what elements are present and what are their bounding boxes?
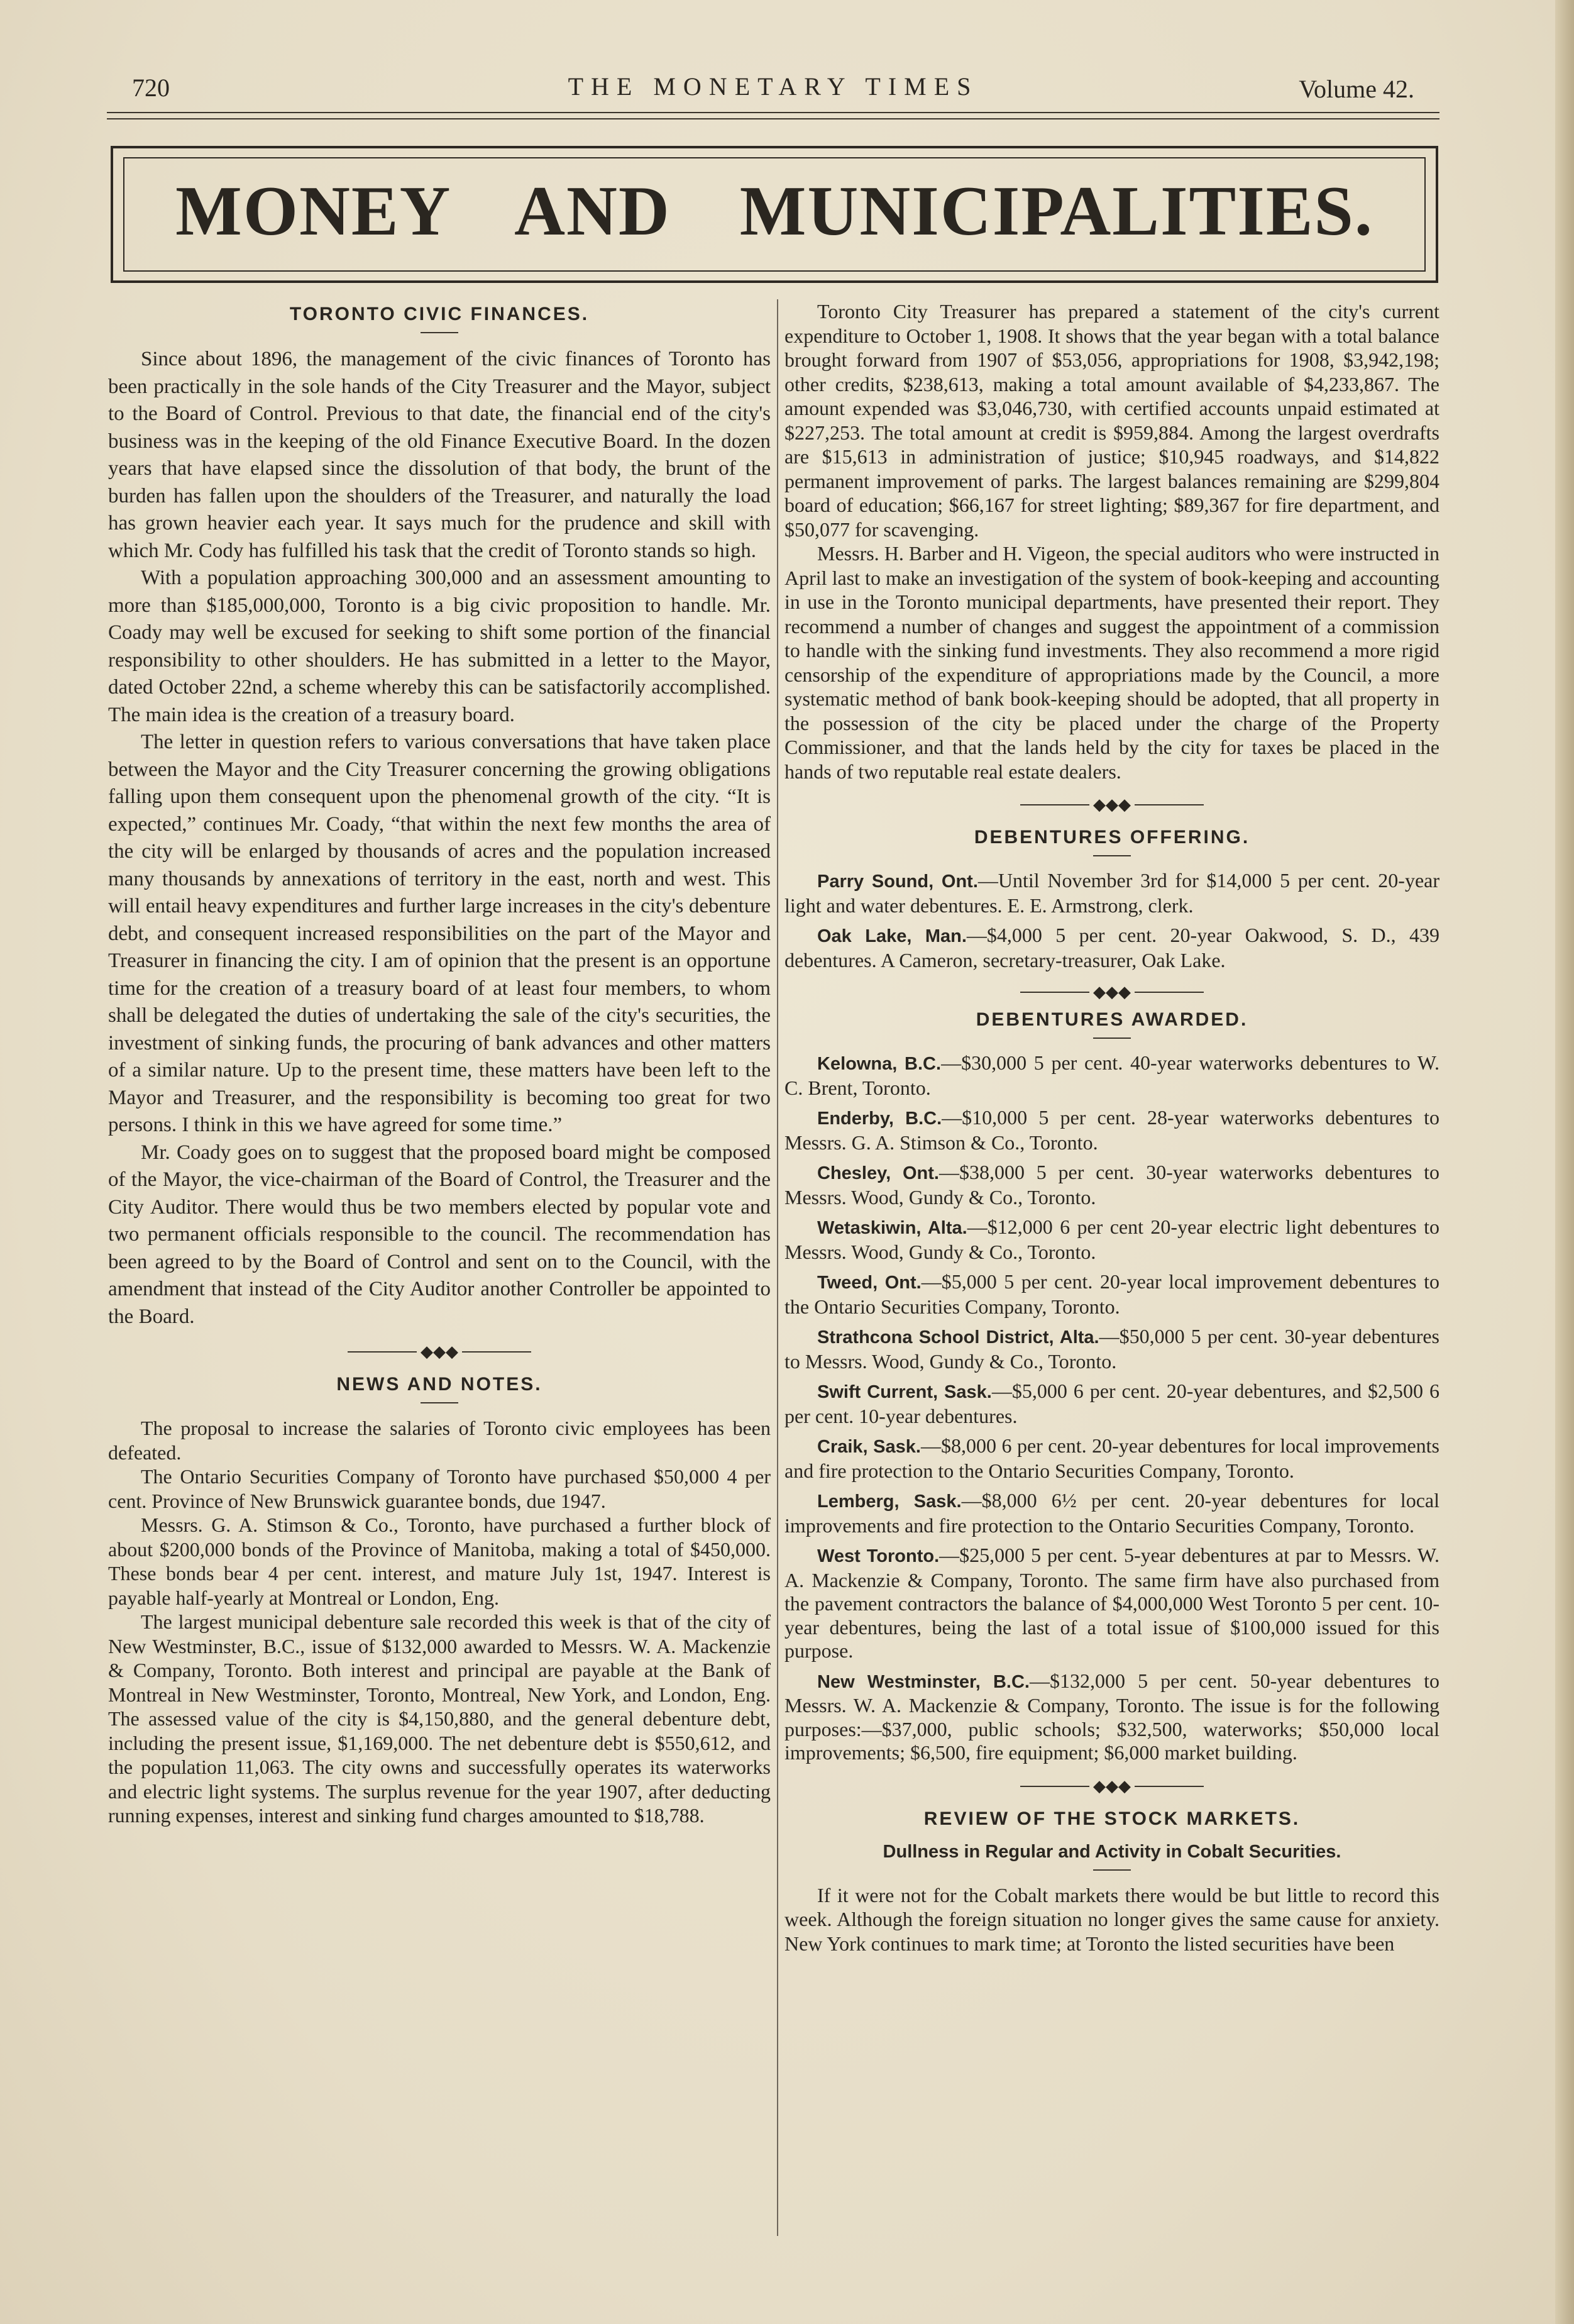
entry-text: —$50,000 5 per cent. 30-year debentures to Messrs. Wood, Gundy & Co., Toronto. [784,1325,1440,1373]
debenture-entry [784,1161,1439,1209]
news-paragraph: The largest municipal debenture sale recorded this week is that of the city of New Westminster, B.C., issue of $132,000 awarded to Messrs. W. A. Mackenzie & Company, Toronto. Both interest and principal are payable at the Bank of Montreal in New Westminster, Toronto, Montreal, New York, and London, Eng. The assessed value of the city is $4,150,880, and the general debenture debt, including the present issue, $1,169,000. The net debenture debt is $550,612, and the population 11,063. The city owns and successfully operates its waterworks and electric light systems. The surplus revenue for the year 1907, after deducting running expenses, interest and sinking fund charges amounted to $18,788. [108,1610,771,1827]
column-divider [777,299,778,2236]
entry-place: Oak Lake, Man. [817,926,967,947]
debenture-entry [784,1215,1439,1264]
debenture-entry [784,1434,1439,1483]
short-rule [1093,1038,1131,1039]
entry-text: —$8,000 6½ per cent. 20-year debentures for local improvements and fire protection to the Ontario Securities Company, Toronto. [784,1489,1439,1537]
short-rule [421,1402,458,1403]
news-paragraph: The Ontario Securities Company of Toronto have purchased $50,000 4 per cent. Province of New Brunswick guarantee bonds, due 1947. [108,1465,771,1512]
page-title: MONEY AND MUNICIPALITIES. [175,172,1373,250]
section-heading-news: NEWS AND NOTES. [336,1374,542,1395]
article-paragraph: The letter in question refers to various conversations that have taken place between the Mayor and the City Treasurer concerning the growing obligations falling upon them consequent upon the phenomenal growth of the city. “It is expected,” continues Mr. Coady, “that within the next few months the area of the city will be enlarged by thousands of acres and the population increased many thousands by annexations of territory in the east, north and west. This will entail heavy expenditures and further large increases in the city's debenture debt, and consequent increased responsibilities on the part of the Mayor and Treasurer in financing the city. I am of opinion that the present is an opportune time for the creation of a treasury board of at least four members, to whom shall be delegated the duties of undertaking the sale of the city's securities, the investment of sinking funds, the procuring of bank advances and other matters of a similar nature. Up to the present time, these matters have been left to the Mayor and Treasurer, and the responsibility is becoming too great for two persons. I think in this we have agreed for some time.” [108,731,771,1136]
entry-place: New Westminster, B.C. [817,1671,1030,1692]
article-paragraph: Messrs. H. Barber and H. Vigeon, the special auditors who were instructed in April last to make an investigation of the system of book-keeping and accounting in use in the Toronto municipal departments, have presented their report. They recommend a number of changes and suggest the appointment of a commission to handle with the sinking fund investments. They also recommend a more rigid censorship of the expenditure of appropriations made by the Council, a more systematic method of bank book-keeping should be adopted, that all property in the possession of the city be placed under the charge of the Property Commissioner, and that the lands held by the city for taxes be placed in the hands of two reputable real estate dealers. [784,542,1439,783]
debenture-entry [784,1325,1439,1373]
section-heading-awarded: DEBENTURES AWARDED. [976,1009,1248,1031]
entry-text: —$5,000 6 per cent. 20-year debentures, and $2,500 6 per cent. 10-year debentures. [784,1380,1439,1427]
entry-place: West Toronto. [817,1546,940,1567]
article-paragraph: With a population approaching 300,000 and an assessment amounting to more than $185,000,000, Toronto is a big civic proposition to handle. Mr. Coady may well be excused for seeking to shift some portion of the financial responsibility to other shoulders. He has submitted in a letter to the Mayor, dated October 22nd, a scheme whereby this can be satisfactorily accomplished. The main idea is the creation of a treasury board. [108,567,771,726]
entry-text: —$10,000 5 per cent. 28-year waterworks debentures to Messrs. G. A. Stimson & Co., Toronto. [784,1106,1440,1154]
entry-text: —$38,000 5 per cent. 30-year waterworks debentures to Messrs. Wood, Gundy & Co., Toronto. [784,1161,1439,1209]
short-rule [1093,855,1131,856]
section-heading-offering: DEBENTURES OFFERING. [974,827,1250,848]
section-heading-civic-finances: TORONTO CIVIC FINANCES. [289,304,590,324]
entry-place: Parry Sound, Ont. [817,872,978,892]
left-column [108,299,771,1828]
entry-text: —$132,000 5 per cent. 50-year debentures to Messrs. W. A. Mackenzie & Company, Toronto. The issue is for the following purposes:—$37,000, public schools; $32,500, waterworks; $50,000 local improvements; $6,500, fire equipment; $6,000 market building. [784,1669,1440,1764]
entry-place: Kelowna, B.C. [817,1054,942,1075]
page-number: 720 [132,74,170,102]
debenture-entry [784,1051,1439,1100]
page-header [107,69,1439,113]
entry-text: —$30,000 5 per cent. 40-year waterworks debentures to W. C. Brent, Toronto. [784,1051,1440,1099]
debenture-entry [784,924,1439,972]
section-subheading: Dullness in Regular and Activity in Cobalt Securities. [883,1841,1341,1862]
entry-text: —Until November 3rd for $14,000 5 per cent. 20-year light and water debentures. E. E. Armstrong, clerk. [784,869,1440,917]
debenture-entry [784,1270,1439,1319]
title-banner [111,146,1438,283]
article-paragraph: Since about 1896, the management of the civic finances of Toronto has been practically in the sole hands of the City Treasurer and the Mayor, subject to the Board of Control. Previous to that date, the financial end of the city's business was in the keeping of the old Finance Executive Board. In the dozen years that have elapsed since the dissolution of that body, the brunt of the burden has fallen upon the shoulders of the Treasurer, and naturally the load has grown heavier each year. It says much for the prudence and skill with which Mr. Cody has fulfilled his task that the credit of Toronto stands so high. [108,348,771,562]
right-column [784,299,1439,1956]
article-paragraph: Toronto City Treasurer has prepared a statement of the city's current expenditure to October 1, 1908. It shows that the year began with a total balance brought forward from 1907 of $53,056, appropriations for 1908, $3,942,198; other credits, $238,613, making a total amount available of $4,233,867. The amount expended was $3,046,730, with certified accounts unpaid estimated at $227,253. The total amount at credit is $959,884. Among the largest overdrafts are $15,613 in administration of justice; $10,945 roadways, and $14,822 permanent improvement of parks. The largest balances remaining are $299,804 board of education; $66,167 for street lighting; $89,367 for fire department, and $50,077 for scavenging. [784,300,1439,541]
ornament-divider: ◆◆◆ [108,1338,771,1364]
ornament-divider: ◆◆◆ [784,791,1439,817]
debenture-entry [784,1544,1439,1663]
entry-place: Lemberg, Sask. [817,1491,962,1512]
entry-text: —$25,000 5 per cent. 5-year debentures at par to Messrs. W. A. Mackenzie & Company, Toronto. The same firm have also purchased from the pavement contractors the balance of $4,000,000 West Toronto 5 per cent. 10-year debentures, being the last of a total issue of $100,000 issued for this purpose. [784,1544,1439,1663]
header-rule [107,112,1439,113]
short-rule [421,332,458,333]
debenture-entry [784,869,1439,917]
entry-text: —$12,000 6 per cent 20-year electric light debentures to Messrs. Wood, Gundy & Co., Toronto. [784,1215,1439,1263]
page-edge [1555,0,1574,2324]
debenture-entry [784,1489,1439,1537]
news-paragraph: The proposal to increase the salaries of Toronto civic employees has been defeated. [108,1417,771,1464]
masthead: THE MONETARY TIMES [568,72,979,101]
debenture-entry [784,1669,1439,1765]
entry-text: —$8,000 6 per cent. 20-year debentures for local improvements and fire protection to the Ontario Securities Company, Toronto. [784,1434,1440,1482]
debenture-entry [784,1380,1439,1428]
entry-place: Wetaskiwin, Alta. [817,1218,967,1239]
ornament-divider: ◆◆◆ [784,1773,1439,1799]
volume-label: Volume 42. [1299,75,1414,103]
ornament-divider: ◆◆◆ [784,978,1439,1005]
debenture-entry [784,1106,1439,1154]
entry-place: Swift Current, Sask. [817,1382,992,1403]
short-rule [1093,1869,1131,1871]
article-paragraph: If it were not for the Cobalt markets there would be but little to record this week. Although the foreign situation no longer gives the same cause for anxiety. New York continues to mark time; at Toronto the listed securities have been [784,1883,1439,1955]
entry-place: Tweed, Ont. [817,1273,922,1293]
section-heading-stock-review: REVIEW OF THE STOCK MARKETS. [923,1808,1301,1829]
entry-text: —$5,000 5 per cent. 20-year local improvement debentures to the Ontario Securities Company, Toronto. [784,1270,1439,1318]
entry-text: —$4,000 5 per cent. 20-year Oakwood, S. D., 439 debentures. A Cameron, secretary-treasurer, Oak Lake. [784,924,1439,971]
entry-place: Craik, Sask. [817,1437,921,1458]
entry-place: Enderby, B.C. [817,1109,942,1129]
news-paragraph: Messrs. G. A. Stimson & Co., Toronto, have purchased a further block of about $200,000 bonds of the Province of Manitoba, making a total of $450,000. These bonds bear 4 per cent. interest, and mature July 1st, 1947. Interest is payable half-yearly at Montreal or London, Eng. [108,1513,771,1609]
article-paragraph: Mr. Coady goes on to suggest that the proposed board might be composed of the Mayor, the vice-chairman of the Board of Control, the Treasurer and the City Auditor. There would thus be two members elected by popular vote and two permanent officials responsible to the council. The recommendation has been agreed to by the Board of Control and sent on to the Council, with the amendment that instead of the City Auditor another Controller be appointed to the Board. [108,1141,771,1328]
entry-place: Chesley, Ont. [817,1163,939,1184]
entry-place: Strathcona School District, Alta. [817,1327,1099,1348]
header-rule-double [107,118,1439,119]
